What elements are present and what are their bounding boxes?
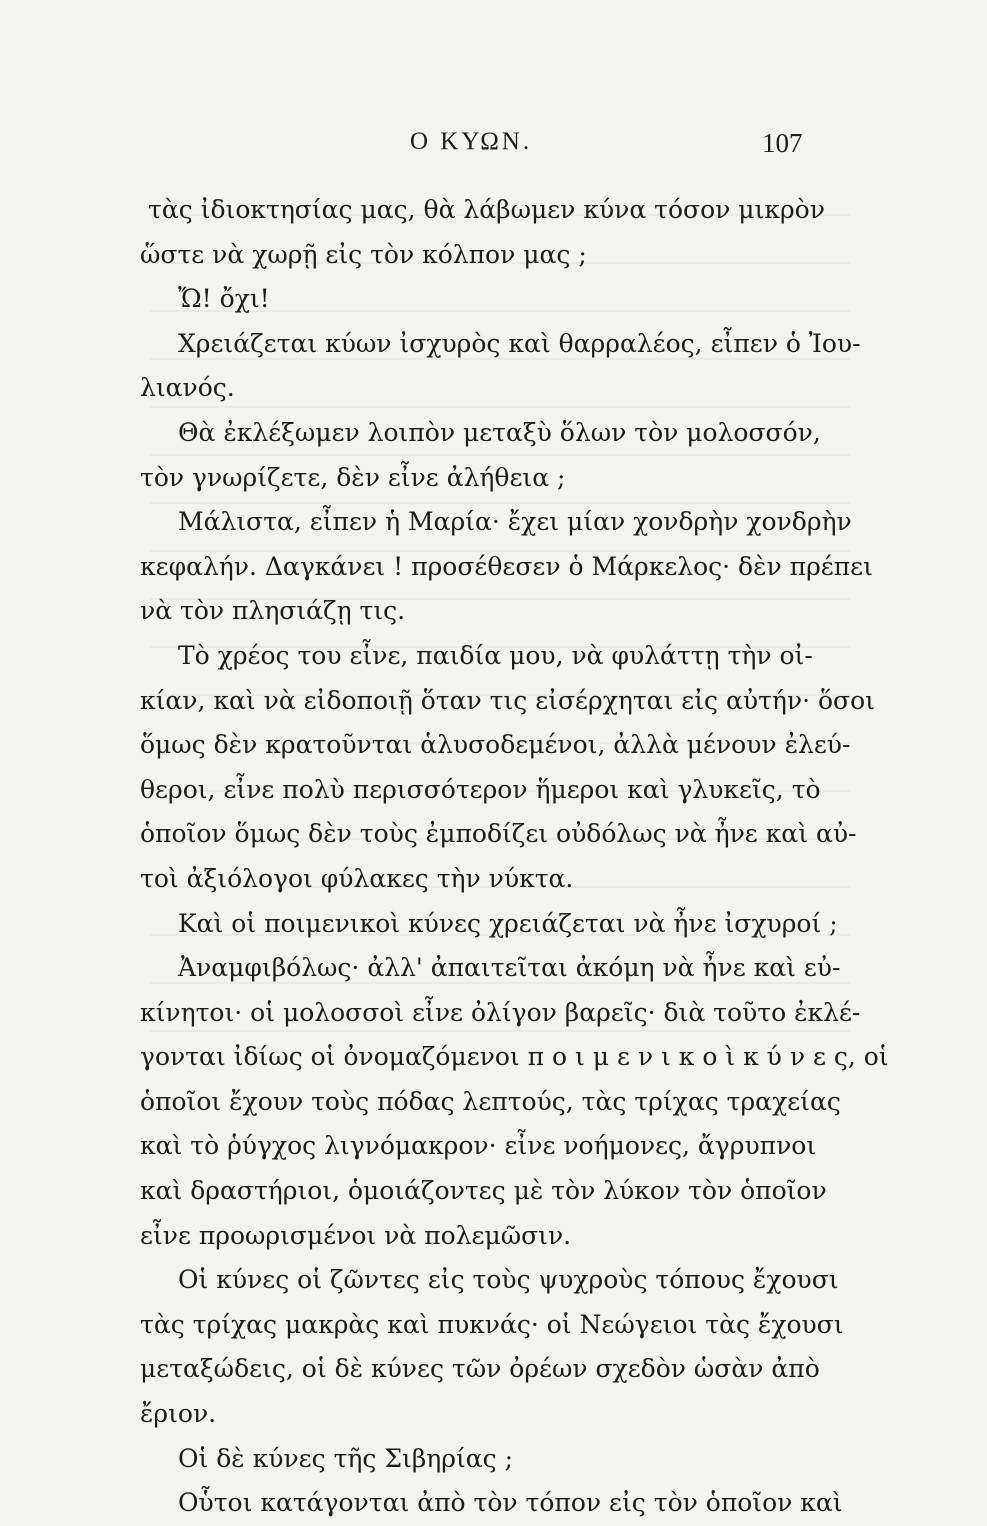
text-line: Ἀναμφιβόλως· ἀλλ' ἀπαιτεῖται ἀκόμη νὰ ἦνε καὶ εὐ-	[178, 953, 841, 983]
text-line: τοὶ ἀξιόλογοι φύλακες τὴν νύκτα.	[140, 863, 574, 893]
text-line: κίνητοι· οἱ μολοσσοὶ εἶνε ὀλίγον βαρεῖς· διὰ τοῦτο ἐκλέ-	[140, 997, 861, 1027]
text-line: Οὗτοι κατάγονται ἀπὸ τὸν τόπον εἰς τὸν ὁποῖον καὶ	[178, 1488, 843, 1518]
text-line: ὁποῖον ὅμως δὲν τοὺς ἐμποδίζει οὐδόλως νὰ ἦνε καὶ αὐ-	[140, 819, 857, 849]
text-line: καὶ τὸ ῥύγχος λιγνόμακρον· εἶνε νοήμονες, ἄγρυπνοι	[140, 1131, 817, 1161]
running-header	[0, 128, 987, 168]
text-line: γονται ἰδίως οἱ ὀνομαζόμενοι π ο ι μ ε ν ι κ ο ὶ κ ύ ν ε ς, οἱ	[140, 1042, 889, 1072]
text-line: ὥστε νὰ χωρῇ εἰς τὸν κόλπον μας ;	[140, 239, 587, 269]
body-text	[140, 188, 889, 1526]
text-line: κεφαλήν. Δαγκάνει ! προσέθεσεν ὁ Μάρκελος· δὲν πρέπει	[140, 551, 873, 581]
text-line: θεροι, εἶνε πολὺ περισσότερον ἥμεροι καὶ γλυκεῖς, τὸ	[140, 774, 821, 804]
text-line: τὸν γνωρίζετε, δὲν εἶνε ἀλήθεια ;	[140, 462, 566, 492]
text-line: Θὰ ἐκλέξωμεν λοιπὸν μεταξὺ ὅλων τὸν μολοσσόν,	[178, 417, 821, 447]
text-line: Ὤ! ὄχι!	[178, 284, 270, 314]
text-line: Χρειάζεται κύων ἰσχυρὸς καὶ θαρραλέος, εἶπεν ὁ Ἰου-	[178, 328, 861, 358]
text-line: νὰ τὸν πλησιάζῃ τις.	[140, 596, 406, 626]
text-line: ὁποῖοι ἔχουν τοὺς πόδας λεπτούς, τὰς τρίχας τραχείας	[140, 1086, 841, 1116]
text-line: Καὶ οἱ ποιμενικοὶ κύνες χρειάζεται νὰ ἦνε ἰσχυροί ;	[178, 908, 838, 938]
text-line: ὅμως δὲν κρατοῦνται ἁλυσοδεμένοι, ἀλλὰ μένουν ἐλεύ-	[140, 730, 851, 760]
page-number: 107	[762, 128, 803, 158]
text-line: καὶ δραστήριοι, ὁμοιάζοντες μὲ τὸν λύκον τὸν ὁποῖον	[140, 1176, 827, 1206]
text-line: κίαν, καὶ νὰ εἰδοποιῇ ὅταν τις εἰσέρχηται εἰς αὐτήν· ὅσοι	[140, 685, 875, 715]
text-line: Τὸ χρέος του εἶνε, παιδία μου, νὰ φυλάττῃ τὴν οἰ-	[178, 640, 813, 670]
text-line: τὰς ἰδιοκτησίας μας, θὰ λάβωμεν κύνα τόσον μικρὸν	[148, 195, 825, 224]
text-line: Μάλιστα, εἶπεν ἡ Μαρία· ἔχει μίαν χονδρὴν χονδρὴν	[178, 507, 852, 537]
text-line: τὰς τρίχας μακρὰς καὶ πυκνάς· οἱ Νεώγειοι τὰς ἔχουσι	[140, 1309, 844, 1339]
text-line: Οἱ κύνες οἱ ζῶντες εἰς τοὺς ψυχροὺς τόπους ἔχουσι	[178, 1265, 839, 1295]
text-line: Οἱ δὲ κύνες τῆς Σιβηρίας ;	[178, 1443, 513, 1473]
text-line: ἔριον.	[140, 1399, 217, 1429]
running-title: Ο ΚΥΩΝ.	[410, 128, 533, 155]
text-line: λιανός.	[140, 373, 235, 403]
text-line: εἶνε προωρισμένοι νὰ πολεμῶσιν.	[140, 1220, 572, 1250]
text-line: μεταξώδεις, οἱ δὲ κύνες τῶν ὀρέων σχεδὸν ὡσὰν ἀπὸ	[140, 1354, 820, 1384]
